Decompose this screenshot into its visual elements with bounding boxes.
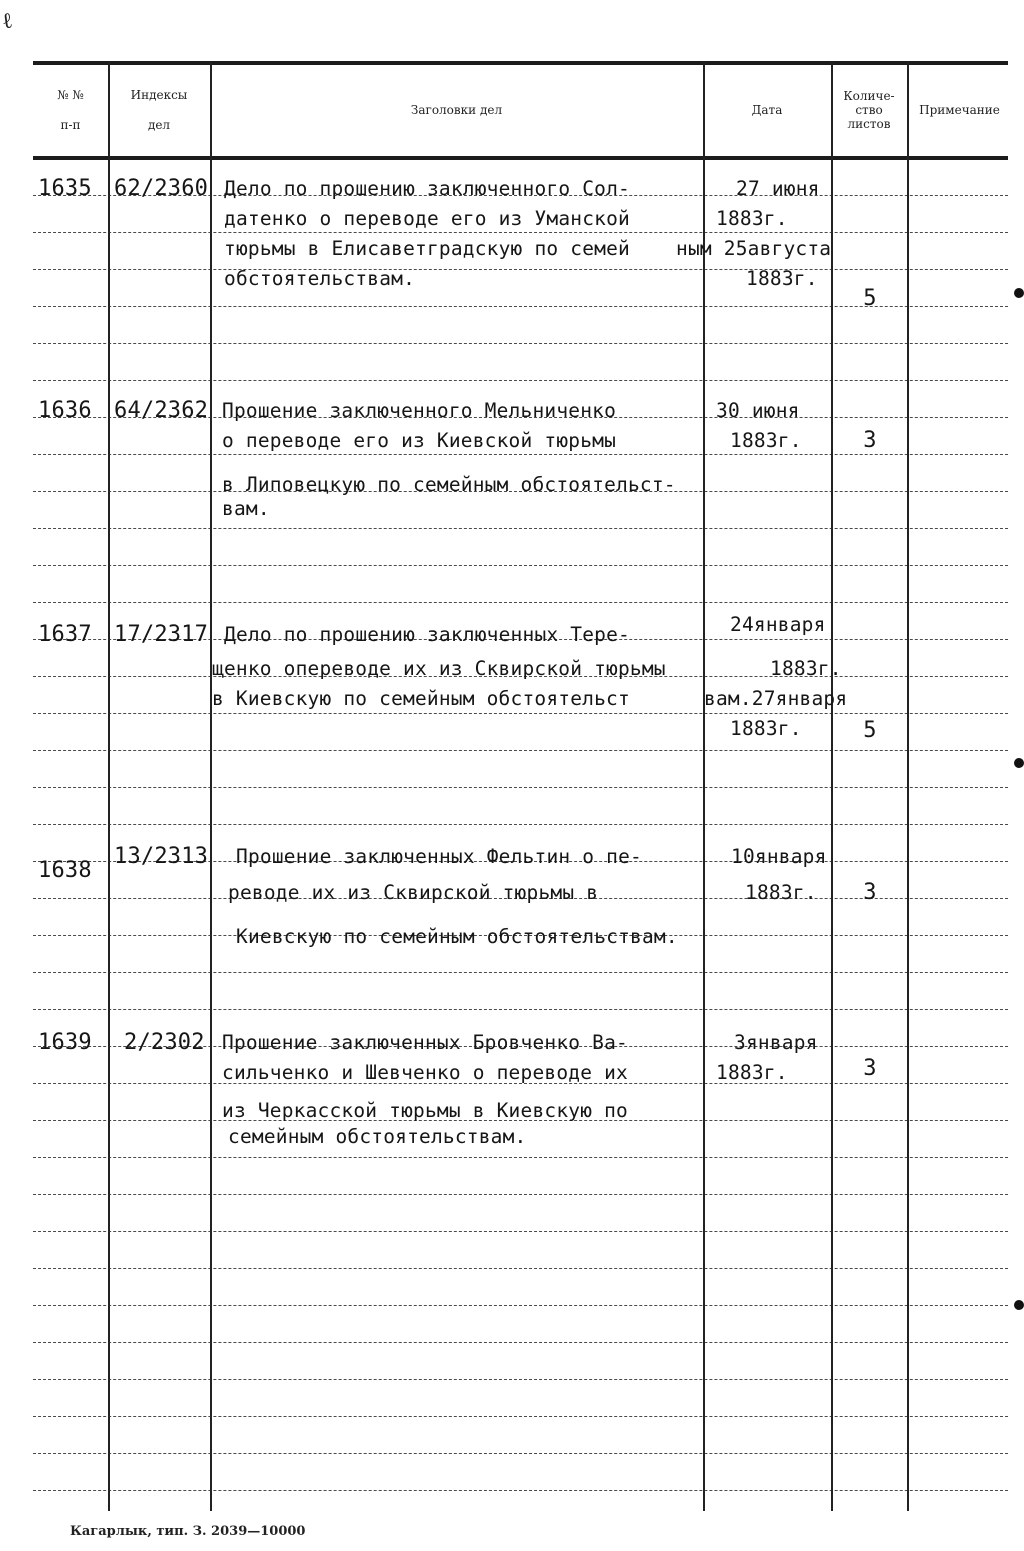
entry-date: [716, 396, 841, 456]
header-date: [703, 66, 831, 154]
entry-number: 1638: [38, 858, 92, 883]
entry-title-line: реводе их из Сквирской тюрьмы в: [228, 881, 599, 904]
ruled-line: [33, 1342, 1008, 1344]
entry-title-line: обстоятельствам.: [224, 267, 416, 290]
entry-date-line: вам.27января: [704, 687, 848, 710]
ruled-line: [33, 528, 1008, 530]
entry-index: 17/2317: [114, 622, 209, 647]
header-sheets: [831, 66, 907, 154]
entry-title-line: в Киевскую по семейным обстоятельст: [212, 687, 630, 710]
entry-sheet-count: 3: [863, 880, 877, 905]
entry-date-line: 1883г.: [730, 717, 802, 740]
entry-date-line: ным 25августа: [676, 237, 832, 260]
entry-number: 1635: [38, 176, 92, 201]
entry-date-line: 1883г.: [745, 881, 817, 904]
header-bottom-rule: [33, 156, 1008, 160]
ruled-line: [33, 750, 1008, 752]
entry-title-line: Киевскую по семейным обстоятельствам.: [236, 925, 678, 948]
entry-date-line: 3января: [734, 1031, 818, 1054]
ruled-line: [33, 1194, 1008, 1196]
entry-title-line: Дело по прошению заключенного Сол-: [224, 177, 630, 200]
entry-index: 64/2362: [114, 398, 209, 423]
header-sheets-line2: ство: [855, 103, 883, 117]
ruled-line: [33, 1231, 1008, 1233]
entry-date: [676, 174, 841, 294]
ruled-line: [33, 565, 1008, 567]
ruled-line: [33, 1009, 1008, 1011]
entry-title-line: семейным обстоятельствам.: [228, 1125, 527, 1148]
entry-number: 1639: [38, 1030, 92, 1055]
entry-date: [716, 1028, 841, 1088]
top-rule: [33, 61, 1008, 65]
entry-date-line: 1883г.: [730, 429, 802, 452]
entry-index: 2/2302: [124, 1030, 205, 1055]
entry-title-line: в Липовецкую по семейным обстоятельст-: [222, 473, 676, 496]
header-date-text: Дата: [751, 103, 783, 117]
entry-date-line: 1883г.: [716, 1061, 788, 1084]
entry-date-line: 1883г.: [770, 657, 842, 680]
header-number-line1: № №: [57, 88, 84, 102]
entry-date-line: 10января: [731, 845, 827, 868]
entry-title-line: Прошение заключенного Мельниченко: [222, 399, 617, 422]
ruled-line: [33, 602, 1008, 604]
ruled-line: [33, 343, 1008, 345]
header-title: [210, 66, 703, 154]
entry-sheet-count: 3: [863, 428, 877, 453]
entry-title: [222, 1028, 712, 1152]
entry-number: 1636: [38, 398, 92, 423]
header-title-text: Заголовки дел: [410, 103, 503, 117]
entry-title: [222, 842, 712, 952]
punch-hole-mark: [1014, 1300, 1024, 1310]
entry-title-line: тюрьмы в Елисаветградскую по семей: [224, 237, 630, 260]
header-sheets-line1: Количе-: [843, 89, 895, 103]
entry-title-line: о переводе его из Киевской тюрьмы: [222, 429, 617, 452]
entry-index: 13/2313: [114, 844, 209, 869]
entry-title-line: вам.: [222, 497, 270, 520]
entry-title: [224, 174, 714, 294]
entry-title-line: из Черкасской тюрьмы в Киевскую по: [222, 1099, 628, 1122]
entry-index: 62/2360: [114, 176, 209, 201]
entry-number: 1637: [38, 622, 92, 647]
header-note-text: Примечание: [919, 103, 1000, 117]
printer-imprint: Кагарлык, тип. З. 2039—10000: [70, 1524, 306, 1539]
ruled-line: [33, 1379, 1008, 1381]
punch-hole-mark: [1014, 758, 1024, 768]
entry-date-line: 1883г.: [716, 207, 788, 230]
header-number-line2: п-п: [60, 118, 81, 132]
punch-hole-mark: [1014, 288, 1024, 298]
entry-date-line: 30 июня: [716, 399, 800, 422]
entry-title-line: сильченко и Шевченко о переводе их: [222, 1061, 628, 1084]
header-number: [33, 66, 108, 154]
entry-sheet-count: 5: [863, 286, 877, 311]
ruled-line: [33, 1268, 1008, 1270]
header-sheets-line3: листов: [847, 117, 891, 131]
entry-date: [704, 610, 855, 744]
entry-title: [222, 396, 712, 524]
header-index-line1: Индексы: [130, 88, 188, 102]
handwritten-corner-mark: ℓ: [0, 8, 15, 35]
entry-title-line: Прошение заключенных Бровченко Ва-: [222, 1031, 628, 1054]
entry-title-line: Прошение заключенных Фельтин о пе-: [236, 845, 642, 868]
ruled-line: [33, 1490, 1008, 1492]
entry-title: [212, 620, 702, 714]
entry-title-line: датенко о переводе его из Уманской: [224, 207, 630, 230]
ruled-line: [33, 380, 1008, 382]
ruled-line: [33, 1416, 1008, 1418]
entry-sheet-count: 5: [863, 718, 877, 743]
header-index-line2: дел: [147, 118, 171, 132]
ruled-line: [33, 787, 1008, 789]
header-note: [907, 66, 1012, 154]
ruled-line: [33, 1453, 1008, 1455]
header-index: [108, 66, 210, 154]
entry-date-line: 24января: [730, 613, 826, 636]
entry-title-line: щенко опереводе их из Сквирской тюрьмы: [212, 657, 666, 680]
entry-date-line: 1883г.: [746, 267, 818, 290]
ruled-line: [33, 1157, 1008, 1159]
ruled-line: [33, 1305, 1008, 1307]
entry-title-line: Дело по прошению заключенных Тере-: [224, 623, 630, 646]
ruled-line: [33, 972, 1008, 974]
entry-sheet-count: 3: [863, 1056, 877, 1081]
entry-date-line: 27 июня: [736, 177, 820, 200]
ruled-line: [33, 824, 1008, 826]
